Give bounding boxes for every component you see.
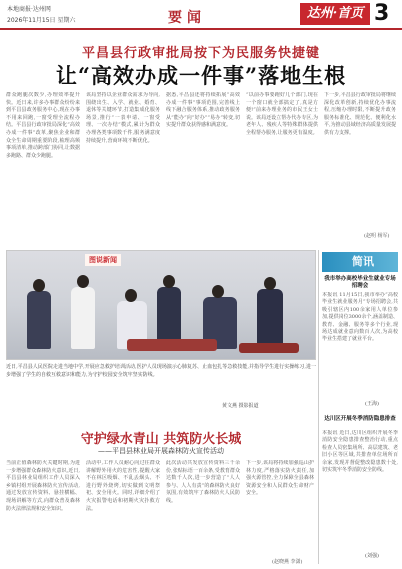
paper-logo: 达州·首页: [300, 3, 370, 25]
page-number: 3: [374, 1, 390, 26]
training-dummy: [127, 339, 217, 351]
photo-figure: [71, 287, 95, 349]
photo-figure: [257, 289, 283, 349]
brief-sig-2: (刘强): [365, 553, 379, 559]
lead-kicker: 平昌县行政审批局按下为民服务快捷键: [81, 46, 320, 61]
photo-figure-head: [33, 279, 45, 292]
section-title: 要闻: [168, 10, 206, 26]
news-photo: [6, 250, 316, 360]
lead-column-4: “以前办事要跑好几个部门,现在一个窗口就全部搞定了,真是方便!”前来办理业务的市民王女士说。该局还设立帮办代办专区,为老年人、残疾人等特殊群体提供全程帮办服务,让服务更有温度。: [246, 92, 318, 136]
story2-column-2: 活动中,工作人员耐心向过往群众讲解野外用火的危害性,提醒大家不在林区吸烟、不乱丢烟头、不进行野外烧烤,切实做到文明祭祀、安全用火。同时,详细介绍了火灾报警电话和初期火灾扑救方法。: [86, 460, 160, 512]
story2-column-1: 当前正值森林防火关键时期,为进一步增强群众森林防火意识,近日,平昌县林业局组织工作人员深入乡镇村组开展森林防火宣传活动,通过发放宣传资料、悬挂横幅、现场讲解等方式,向群众普及森林防火法律法规和安全知识。: [6, 460, 80, 512]
photo-banner: 图说新闻: [85, 254, 121, 266]
briefs-title: 简讯: [322, 252, 398, 272]
lead-column-3: 据悉,平昌县还将持续拓展“高效办成一件事”事项范围,完善线上线下融合服务体系,推动政务服务从“能办”向“好办”“易办”转变,切实提升群众获得感和满意度。: [166, 92, 240, 129]
date-line: 2026年11月15日 星期六: [7, 17, 76, 24]
photo-figure-head: [264, 277, 276, 290]
column-divider: [318, 250, 319, 564]
lead-headline: 让“高效办成一件事”落地生根: [55, 63, 347, 88]
story2-column-3: 此次活动共发放宣传资料三千余份,张贴标语一百余条,受教育群众达数千人次,进一步营造了“人人参与、人人有责”的森林防火良好氛围,有效筑牢了森林防火人民防线。: [166, 460, 240, 504]
brief-body-1: 本报讯 11月15日,我市举办“高校毕业生就业服务月”专场招聘会,共吸引辖区内100余家用人单位参加,提供岗位3000余个,涵盖制造、教育、金融、服务等多个行业,现场达成就业意向数百人次,为高校毕业生搭建了就业平台。: [322, 292, 398, 343]
photo-figure: [27, 291, 51, 349]
photo-figure-head: [125, 289, 137, 302]
training-dummy: [239, 343, 299, 353]
photo-figure-head: [77, 275, 89, 288]
lead-author: (赵明 杨军): [364, 233, 390, 239]
story2-author: (赵晓燕 李潇): [272, 559, 303, 565]
paper-name: 本地商报·达州网: [7, 6, 51, 13]
brief-heading-1: 我市举办高校毕业生就业专场招聘会: [324, 276, 396, 289]
photo-credit: 黄文燕 摄影报道: [222, 403, 259, 409]
story2-headline: 守护绿水青山 共筑防火长城: [80, 432, 242, 447]
brief-body-2: 本报讯 近日,达川区组织开展冬季消防安全隐患排查整治行动,重点检查人员密集场所、高层建筑、老旧小区等区域,共排查单位场所百余家,发现并督促整改隐患数十处,切实筑牢冬季消防安全防线。: [322, 430, 398, 474]
page-header: [0, 0, 402, 30]
brief-sig-1: (王海): [365, 401, 379, 407]
photo-caption: 近日,平昌县人民医院走进当地中学,开展应急救护培训活动,医护人员现场演示心肺复苏、止血包扎等急救技能,并指导学生进行实操练习,进一步增强了学生的自救互救意识和能力,为守护校园安全筑牢坚实防线。: [6, 364, 316, 378]
photo-figure-head: [212, 285, 224, 298]
brief-heading-2: 达川区开展冬季消防隐患排查: [324, 416, 396, 422]
photo-figure-head: [163, 275, 175, 288]
lead-column-1: 群众跑腿次数少,办理效率提升快。近日来,许多办事群众纷纷来到平昌县政务服务中心,现在办事不用来回跑,一窗受理全流程办结。平昌县行政审批局深化“高效办成一件事”改革,聚焦企业和群众全生命周期重要阶段,梳理高频事项清单,推动跨部门协同,让数据多跑路、群众少跑腿。: [6, 92, 80, 159]
header-rule: [0, 28, 402, 30]
story2-column-4: 下一步,该局将持续加强巡山护林力度,严格落实防火责任,加强火源管控,全力保障全县森林资源安全和人民群众生命财产安全。: [246, 460, 314, 497]
lead-column-2: 该局坚持以企业群众需求为导向,围绕出生、入学、就业、婚育、退休等关键环节,打造集成化服务场景,推行“一表申请、一窗受理、一次办结”模式,累计为群众办理各类事项数千件,服务满意度持续提升,营商环境不断优化。: [86, 92, 160, 144]
story2-kicker: ——平昌县林业局开展森林防火宣传活动: [98, 447, 224, 455]
lead-column-5: 下一步,平昌县行政审批局将继续深化改革创新,持续优化办事流程,压缩办理时限,不断提升政务服务标准化、规范化、便利化水平,为推动县域经济高质量发展提供有力支撑。: [324, 92, 396, 136]
